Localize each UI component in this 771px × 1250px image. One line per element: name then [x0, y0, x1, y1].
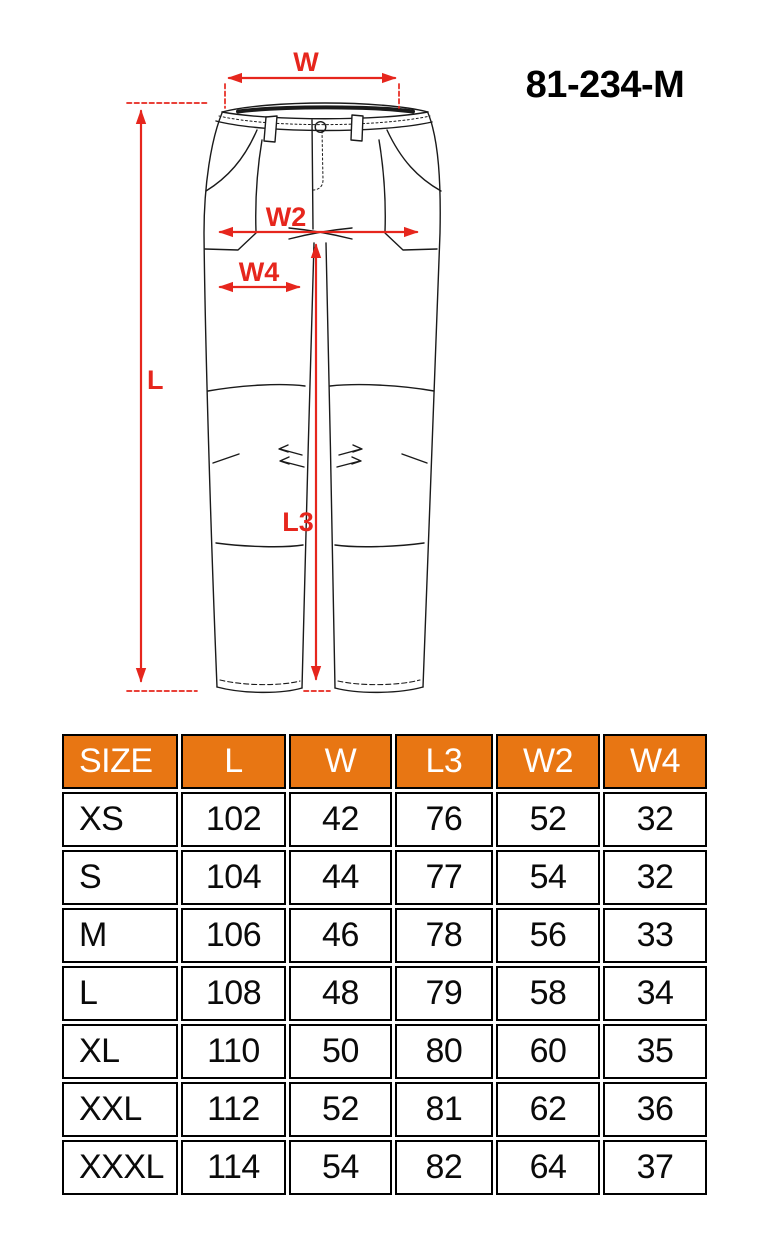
value-cell: 76 — [395, 792, 493, 847]
value-cell: 33 — [603, 908, 707, 963]
knee-chevron-right-1 — [339, 445, 362, 455]
center-front-seam — [312, 120, 313, 229]
value-cell: 34 — [603, 966, 707, 1021]
value-cell: 42 — [289, 792, 392, 847]
belt-loop-right — [351, 115, 363, 141]
knee-chevron-left-1 — [279, 445, 302, 455]
dimension-annotations — [127, 47, 417, 691]
waist-inner-shadow — [238, 107, 413, 111]
table-row — [62, 1024, 707, 1079]
header-cell: W — [289, 734, 392, 789]
value-cell: 52 — [496, 792, 600, 847]
size-cell: XS — [62, 792, 178, 847]
table-row — [62, 1082, 707, 1137]
value-cell: 46 — [289, 908, 392, 963]
value-cell: 58 — [496, 966, 600, 1021]
dimension-label-w2: W2 — [265, 202, 307, 232]
size-cell: S — [62, 850, 178, 905]
value-cell: 35 — [603, 1024, 707, 1079]
value-cell: 54 — [289, 1140, 392, 1195]
value-cell: 62 — [496, 1082, 600, 1137]
size-cell: M — [62, 908, 178, 963]
value-cell: 82 — [395, 1140, 493, 1195]
dimension-label-l: L — [147, 365, 164, 395]
knee-tick-left — [213, 454, 239, 463]
dimension-label-l3: L3 — [282, 507, 314, 537]
knee-chevron-right-2 — [337, 457, 361, 467]
knee-seam-left-bottom — [216, 543, 303, 547]
knee-seam-left-top — [208, 385, 305, 391]
size-table-body — [62, 792, 707, 1195]
value-cell: 102 — [181, 792, 286, 847]
pleat-right — [379, 140, 385, 232]
knee-seam-right-top — [330, 385, 434, 391]
table-row — [62, 792, 707, 847]
header-cell: W2 — [496, 734, 600, 789]
hem-left — [217, 687, 302, 692]
value-cell: 106 — [181, 908, 286, 963]
size-cell: XXXL — [62, 1140, 178, 1195]
table-row — [62, 1140, 707, 1195]
value-cell: 77 — [395, 850, 493, 905]
header-cell: L — [181, 734, 286, 789]
size-table — [59, 731, 710, 1198]
side-seam-left — [204, 113, 222, 687]
value-cell: 54 — [496, 850, 600, 905]
value-cell: 81 — [395, 1082, 493, 1137]
dimension-label-w: W — [293, 47, 319, 77]
hem-right-stitch — [338, 680, 420, 685]
table-row — [62, 966, 707, 1021]
value-cell: 36 — [603, 1082, 707, 1137]
value-cell: 37 — [603, 1140, 707, 1195]
fly-stitch — [313, 131, 323, 190]
value-cell: 64 — [496, 1140, 600, 1195]
thigh-flap-right — [385, 233, 437, 250]
knee-tick-right — [402, 454, 427, 463]
hem-left-stitch — [220, 680, 300, 685]
pleat-left — [256, 140, 262, 232]
trousers-outline — [204, 103, 441, 692]
value-cell: 104 — [181, 850, 286, 905]
table-header-row — [62, 734, 707, 789]
size-cell: XL — [62, 1024, 178, 1079]
value-cell: 78 — [395, 908, 493, 963]
table-row — [62, 908, 707, 963]
value-cell: 52 — [289, 1082, 392, 1137]
side-seam-right — [423, 113, 440, 687]
value-cell: 114 — [181, 1140, 286, 1195]
hem-right — [335, 687, 423, 692]
value-cell: 56 — [496, 908, 600, 963]
inner-seam-left — [302, 243, 314, 688]
thigh-flap-left — [205, 233, 256, 250]
value-cell: 48 — [289, 966, 392, 1021]
size-cell: L — [62, 966, 178, 1021]
knee-chevron-left-2 — [280, 457, 304, 467]
table-row — [62, 850, 707, 905]
dimension-label-w4: W4 — [238, 257, 280, 287]
value-cell: 79 — [395, 966, 493, 1021]
belt-loop-left — [264, 116, 277, 142]
value-cell: 32 — [603, 850, 707, 905]
inner-seam-right — [326, 243, 335, 688]
value-cell: 112 — [181, 1082, 286, 1137]
value-cell: 50 — [289, 1024, 392, 1079]
header-cell: L3 — [395, 734, 493, 789]
value-cell: 44 — [289, 850, 392, 905]
product-code: 81-234-M — [525, 64, 685, 106]
value-cell: 110 — [181, 1024, 286, 1079]
value-cell: 108 — [181, 966, 286, 1021]
value-cell: 80 — [395, 1024, 493, 1079]
value-cell: 32 — [603, 792, 707, 847]
value-cell: 60 — [496, 1024, 600, 1079]
header-cell: W4 — [603, 734, 707, 789]
pocket-right — [387, 130, 441, 191]
knee-seam-right-bottom — [335, 543, 424, 547]
waist-front-rim — [222, 112, 428, 119]
header-cell: SIZE — [62, 734, 178, 789]
size-cell: XXL — [62, 1082, 178, 1137]
